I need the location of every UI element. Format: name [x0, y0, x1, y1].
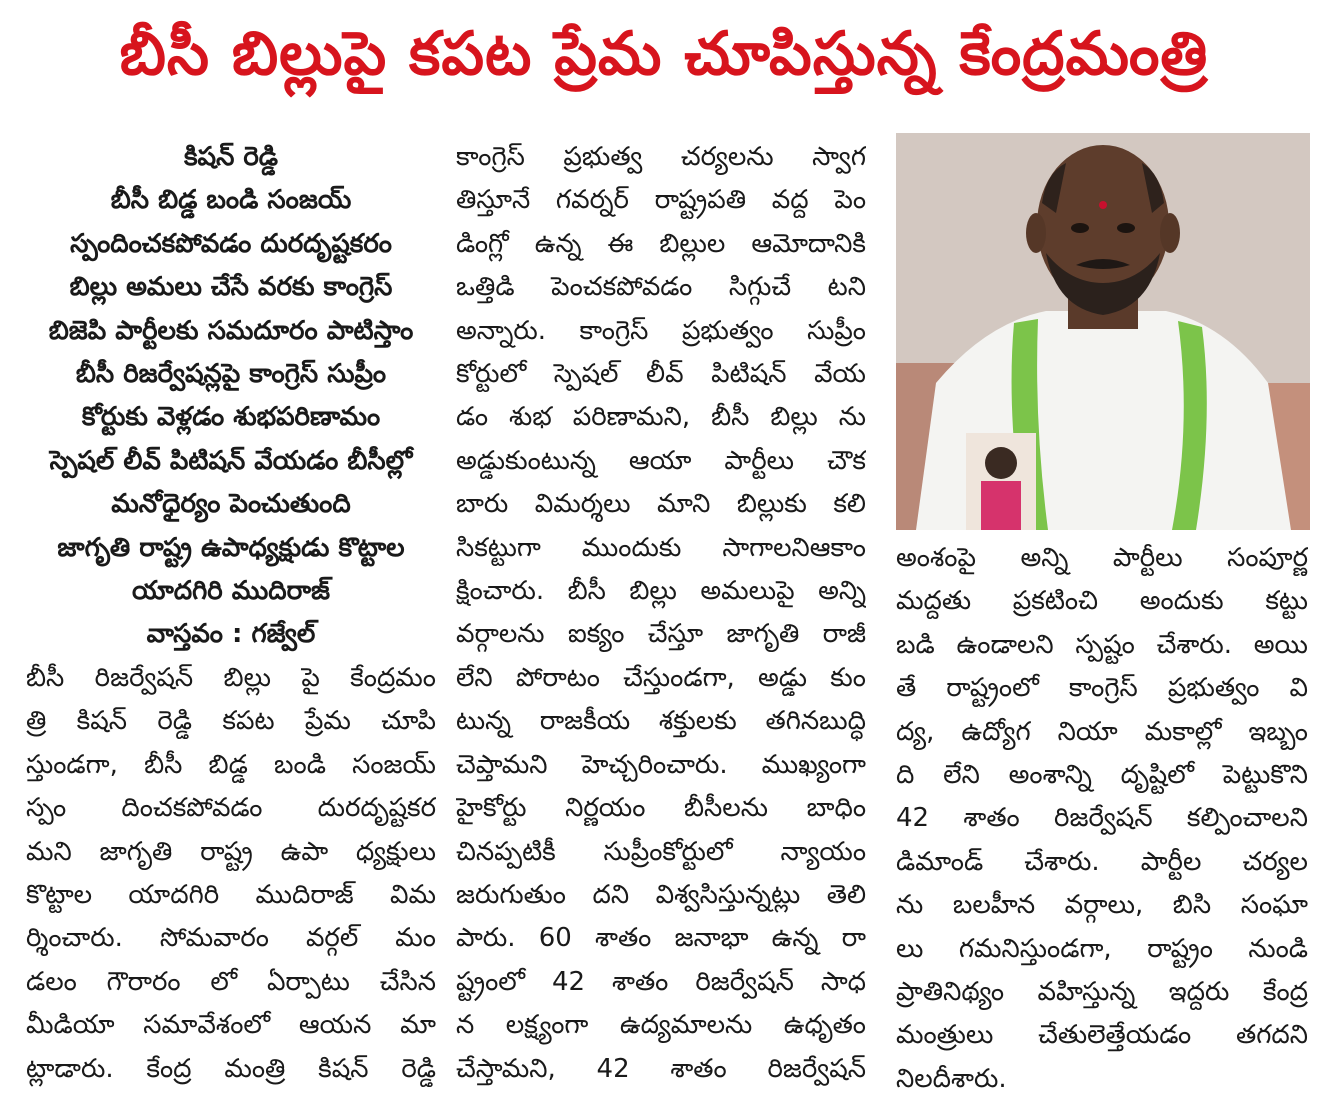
body-line: ద్య, ఉద్యోగ నియా మకాల్లో ఇబ్బం: [896, 716, 1308, 747]
body-line: నిలదీశారు.: [896, 1063, 1007, 1094]
body-line: మని జాగృతి రాష్ట్ర ఉపా ధ్యక్షులు: [26, 836, 436, 867]
kicker-line: కిషన్ రెడ్డి: [183, 142, 279, 172]
body-line: త్రి కిషన్ రెడ్డి కపట ప్రేమ చూపి: [26, 706, 436, 737]
body-line: టున్న రాజకీయ శక్తులకు తగినబుద్ధి: [456, 706, 866, 737]
body-line: మద్దతు ప్రకటించి అందుకు కట్టు: [896, 586, 1308, 617]
body-line: సికట్టుగా ముందుకు సాగాలనిఆకాం: [456, 532, 866, 563]
kicker-line: బిజెపి పార్టీలకు సమదూరం పాటిస్తాం: [48, 315, 414, 346]
body-line: డం శుభ పరిణామని, బీసీ బిల్లు ను: [456, 402, 866, 433]
body-line: చినప్పటికీ సుప్రీంకోర్టులో న్యాయం: [456, 836, 866, 867]
news-photo: [896, 133, 1310, 530]
body-line: స్తుండగా, బీసీ బిడ్డ బండి సంజయ్: [26, 749, 436, 780]
body-line: పారు. 60 శాతం జనాభా ఉన్న రా: [456, 923, 866, 954]
body-line: న లక్ష్యంగా ఉద్యమాలను ఉధృతం: [456, 1010, 866, 1041]
body-line: ను బలహీన వర్గాలు, బిసి సంఘా: [896, 890, 1308, 921]
kicker-line: జాగృతి రాష్ట్ర ఉపాధ్యక్షుడు కొట్టాల: [57, 532, 405, 563]
headline: బీసీ బిల్లుపై కపట ప్రేమ చూపిస్తున్న కేంద్రమంత్రి: [119, 19, 1209, 89]
dateline: వాస్తవం : గజ్వేల్: [146, 619, 316, 650]
kicker-line: బీసీ బిడ్డ బండి సంజయ్: [110, 185, 352, 216]
body-line: ఒత్తిడి పెంచకపోవడం సిగ్గుచే టని: [456, 272, 866, 303]
body-line: ర్శించారు. సోమవారం వర్గల్ మం: [26, 923, 436, 954]
body-line: జరుగుతుం దని విశ్వసిస్తున్నట్లు తెలి: [456, 879, 866, 910]
kicker-line: యాదగిరి ముదిరాజ్: [132, 576, 330, 607]
body-line: ష్ట్రంలో 42 శాతం రిజర్వేషన్ సాధ: [456, 966, 866, 997]
body-line: తే రాష్ట్రంలో కాంగ్రెస్ ప్రభుత్వం వి: [896, 673, 1308, 704]
kicker-line: బిల్లు అమలు చేసే వరకు కాంగ్రెస్: [69, 272, 393, 303]
body-line: చెప్తామని హెచ్చరించారు. ముఖ్యంగా: [456, 749, 866, 780]
body-line: లు గమనిస్తుండగా, రాష్ట్రం నుండి: [896, 933, 1308, 964]
body-line: బారు విమర్శలు మాని బిల్లుకు కలి: [456, 489, 866, 520]
body-line: అన్నారు. కాంగ్రెస్ ప్రభుత్వం సుప్రీం: [456, 315, 866, 346]
body-line: స్పం దించకపోవడం దురదృష్టకర: [26, 793, 436, 824]
body-line: బీసీ రిజర్వేషన్ బిల్లు పై కేంద్రమం: [26, 662, 436, 693]
kicker-line: స్పందించకపోవడం దురదృష్టకరం: [70, 228, 392, 259]
kicker-line: మనోధైర్యం పెంచుతుంది: [111, 489, 351, 520]
column-3: [896, 537, 1308, 1101]
kicker-line: బీసీ రిజర్వేషన్లపై కాంగ్రెస్ సుప్రీం: [75, 359, 387, 390]
body-line: అంశంపై అన్ని పార్టీలు సంపూర్ణ: [896, 543, 1308, 573]
body-line: డింగ్లో ఉన్న ఈ బిల్లుల ఆమోదానికి: [456, 228, 866, 259]
body-line: క్షించారు. బీసీ బిల్లు అమలుపై అన్ని: [456, 576, 866, 607]
portrait-illustration: [896, 133, 1310, 530]
body-line: మీడియా సమావేశంలో ఆయన మా: [26, 1010, 436, 1041]
body-line: హైకోర్టు నిర్ణయం బీసీలను బాధిం: [456, 793, 866, 824]
body-line: కాంగ్రెస్ ప్రభుత్వ చర్యలను స్వాగ: [456, 142, 866, 172]
body-line: కొట్టాల యాదగిరి ముదిరాజ్ విమ: [26, 879, 436, 910]
body-line: డిమాండ్ చేశారు. పార్టీల చర్యల: [896, 846, 1308, 877]
column-2: [456, 136, 866, 1091]
body-line: ప్రాతినిథ్యం వహిస్తున్న ఇద్దరు కేంద్ర: [896, 977, 1308, 1008]
body-line: 42 శాతం రిజర్వేషన్ కల్పించాలని: [896, 803, 1308, 834]
body-line: కోర్టులో స్పెషల్ లీవ్ పిటిషన్ వేయ: [456, 359, 866, 390]
body-line: అడ్డుకుంటున్న ఆయా పార్టీలు చౌక: [456, 445, 866, 476]
body-line: తిస్తూనే గవర్నర్ రాష్ట్రపతి వద్ద పెం: [456, 185, 866, 216]
kicker-line: కోర్టుకు వెళ్లడం శుభపరిణామం: [81, 402, 381, 433]
body-line: బడి ఉండాలని స్పష్టం చేశారు. అయి: [896, 629, 1308, 660]
body-line: లేని పోరాటం చేస్తుండగా, అడ్డు కుం: [456, 662, 866, 693]
body-line: డలం గౌరారం లో ఏర్పాటు చేసిన: [26, 966, 436, 997]
column-1: [26, 136, 436, 1091]
body-line: చేస్తామని, 42 శాతం రిజర్వేషన్: [456, 1053, 866, 1084]
body-line: వర్గాలను ఐక్యం చేస్తూ జాగృతి రాజీ: [456, 619, 866, 650]
body-line: ది లేని అంశాన్ని దృష్టిలో పెట్టుకొని: [896, 760, 1308, 791]
body-line: మంత్రులు చేతులెత్తేయడం తగదని: [896, 1020, 1308, 1051]
body-line: ట్లాడారు. కేంద్ర మంత్రి కిషన్ రెడ్డి: [26, 1053, 436, 1084]
kicker-line: స్పెషల్ లీవ్ పిటిషన్ వేయడం బీసీల్లో: [49, 445, 413, 476]
